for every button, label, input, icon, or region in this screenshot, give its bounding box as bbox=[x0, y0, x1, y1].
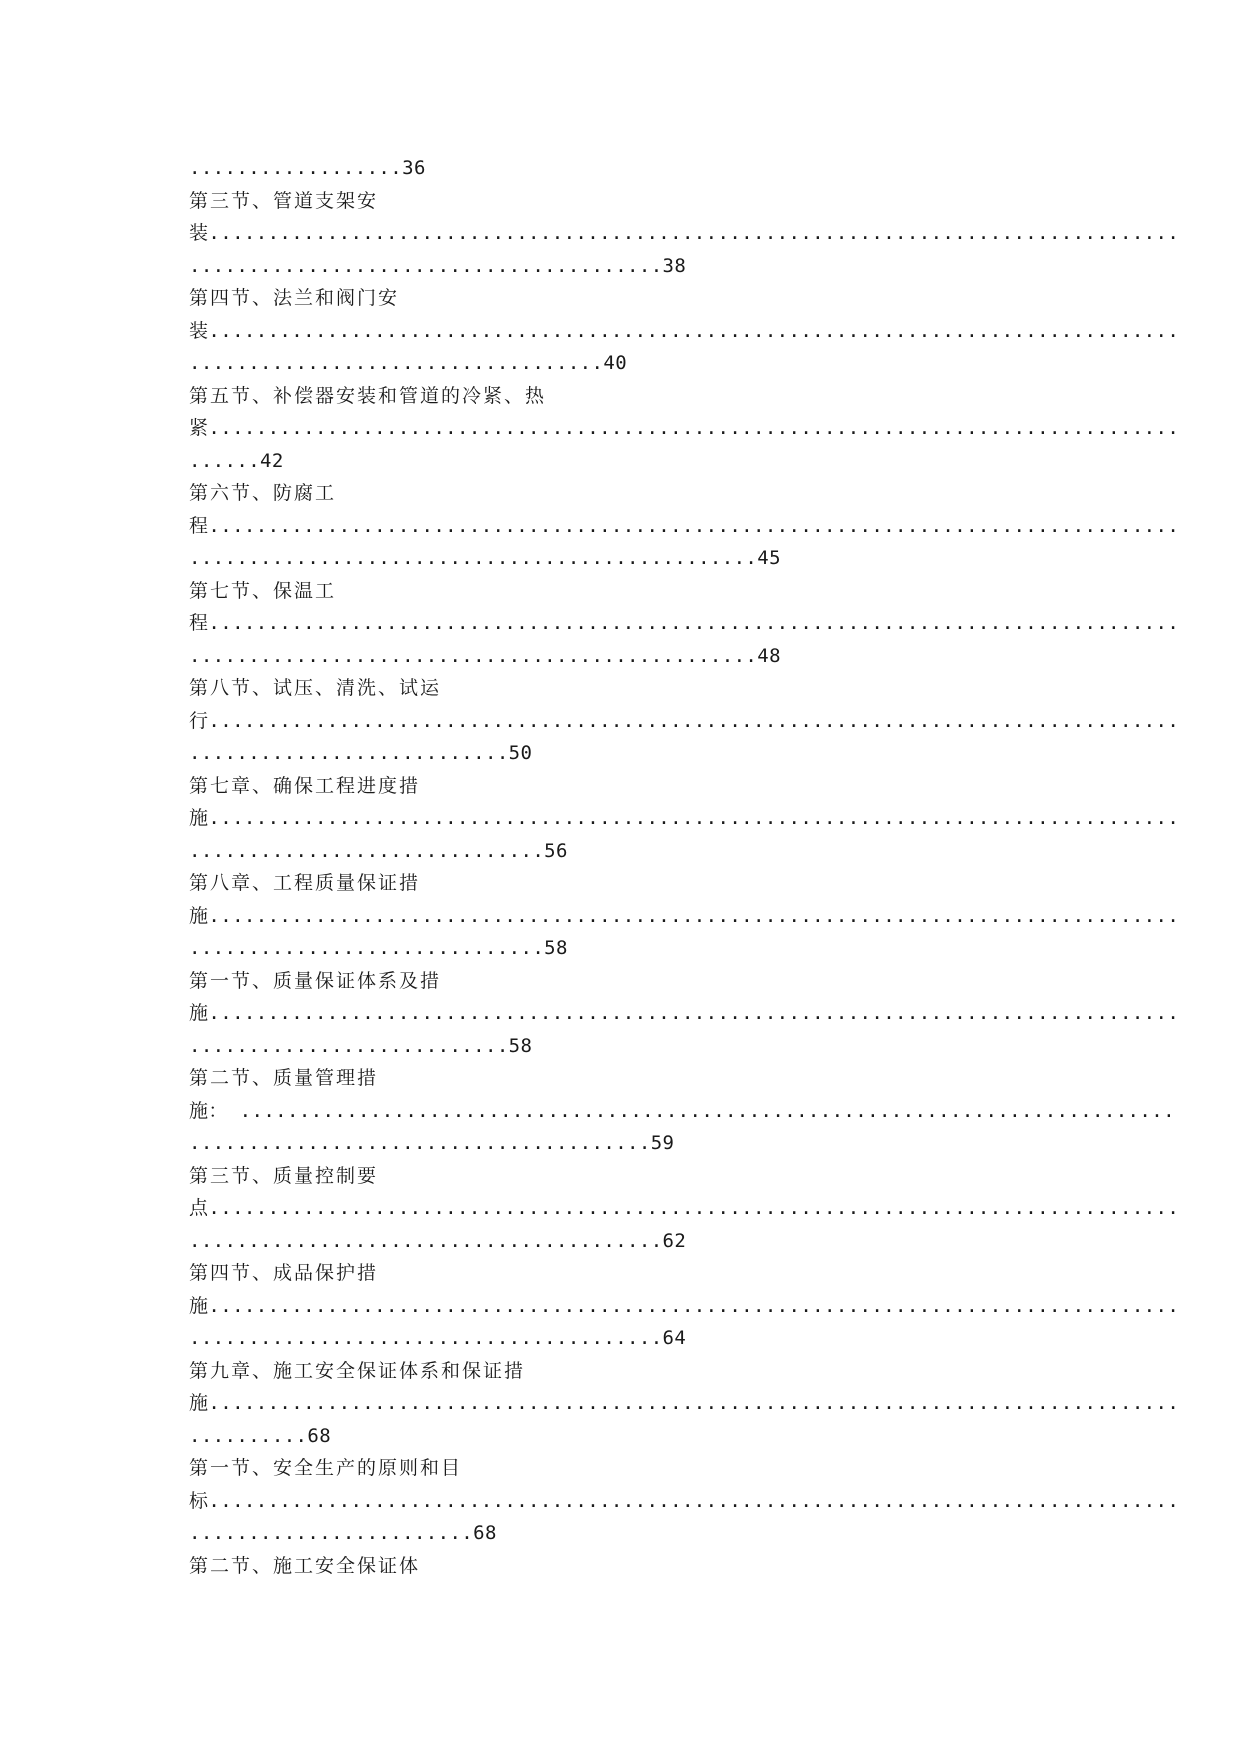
toc-line: ........................................62 bbox=[189, 1230, 687, 1252]
toc-line: ........................................38 bbox=[189, 255, 687, 277]
toc-line: 第三节、质量控制要 bbox=[189, 1165, 379, 1187]
toc-line: 第六节、防腐工 bbox=[189, 482, 337, 504]
toc-line: ..............................58 bbox=[189, 937, 568, 959]
toc-line: ..........68 bbox=[189, 1425, 332, 1447]
toc-line: 第二节、质量管理措 bbox=[189, 1067, 379, 1089]
toc-line: ...................................40 bbox=[189, 352, 628, 374]
toc-line: 装.................................................................................. bbox=[189, 320, 1180, 342]
toc-line: 标.................................................................................. bbox=[189, 1490, 1180, 1512]
toc-line: 施.................................................................................. bbox=[189, 1002, 1180, 1024]
toc-line: 第一节、安全生产的原则和目 bbox=[189, 1457, 463, 1479]
toc-line: 紧.................................................................................. bbox=[189, 417, 1180, 439]
toc-line: 第九章、施工安全保证体系和保证措 bbox=[189, 1360, 526, 1382]
toc-line: 施.................................................................................. bbox=[189, 1295, 1180, 1317]
toc-line: ..............................56 bbox=[189, 840, 568, 862]
toc-line: 第三节、管道支架安 bbox=[189, 190, 379, 212]
toc-line: 第二节、施工安全保证体 bbox=[189, 1555, 421, 1577]
toc-line: 施： ............................................................................... bbox=[189, 1100, 1175, 1122]
toc-line: ................................................45 bbox=[189, 547, 781, 569]
toc-line: 第七章、确保工程进度措 bbox=[189, 775, 421, 797]
toc-line: 施.................................................................................. bbox=[189, 1392, 1180, 1414]
toc-line: 点.................................................................................. bbox=[189, 1197, 1180, 1219]
toc-line: ...........................50 bbox=[189, 742, 533, 764]
toc-line: ........................68 bbox=[189, 1522, 497, 1544]
toc-line: 第一节、质量保证体系及措 bbox=[189, 970, 442, 992]
toc-line: ..................36 bbox=[189, 157, 426, 179]
toc-line: 施.................................................................................. bbox=[189, 905, 1180, 927]
toc-line: 施.................................................................................. bbox=[189, 807, 1180, 829]
toc-line: 第七节、保温工 bbox=[189, 580, 337, 602]
toc-line: 第四节、成品保护措 bbox=[189, 1262, 379, 1284]
toc-line: 第五节、补偿器安装和管道的冷紧、热 bbox=[189, 385, 547, 407]
toc-line: ........................................64 bbox=[189, 1327, 687, 1349]
toc-line: 程.................................................................................. bbox=[189, 515, 1180, 537]
toc-line: ................................................48 bbox=[189, 645, 781, 667]
toc-line: .......................................59 bbox=[189, 1132, 675, 1154]
toc-line: 程.................................................................................. bbox=[189, 612, 1180, 634]
toc-line: 第八节、试压、清洗、试运 bbox=[189, 677, 442, 699]
toc-line: ......42 bbox=[189, 450, 284, 472]
toc-line: 装.................................................................................. bbox=[189, 222, 1180, 244]
toc-line: 行.................................................................................. bbox=[189, 710, 1180, 732]
toc-line: 第八章、工程质量保证措 bbox=[189, 872, 421, 894]
toc-line: 第四节、法兰和阀门安 bbox=[189, 287, 400, 309]
toc-line: ...........................58 bbox=[189, 1035, 533, 1057]
